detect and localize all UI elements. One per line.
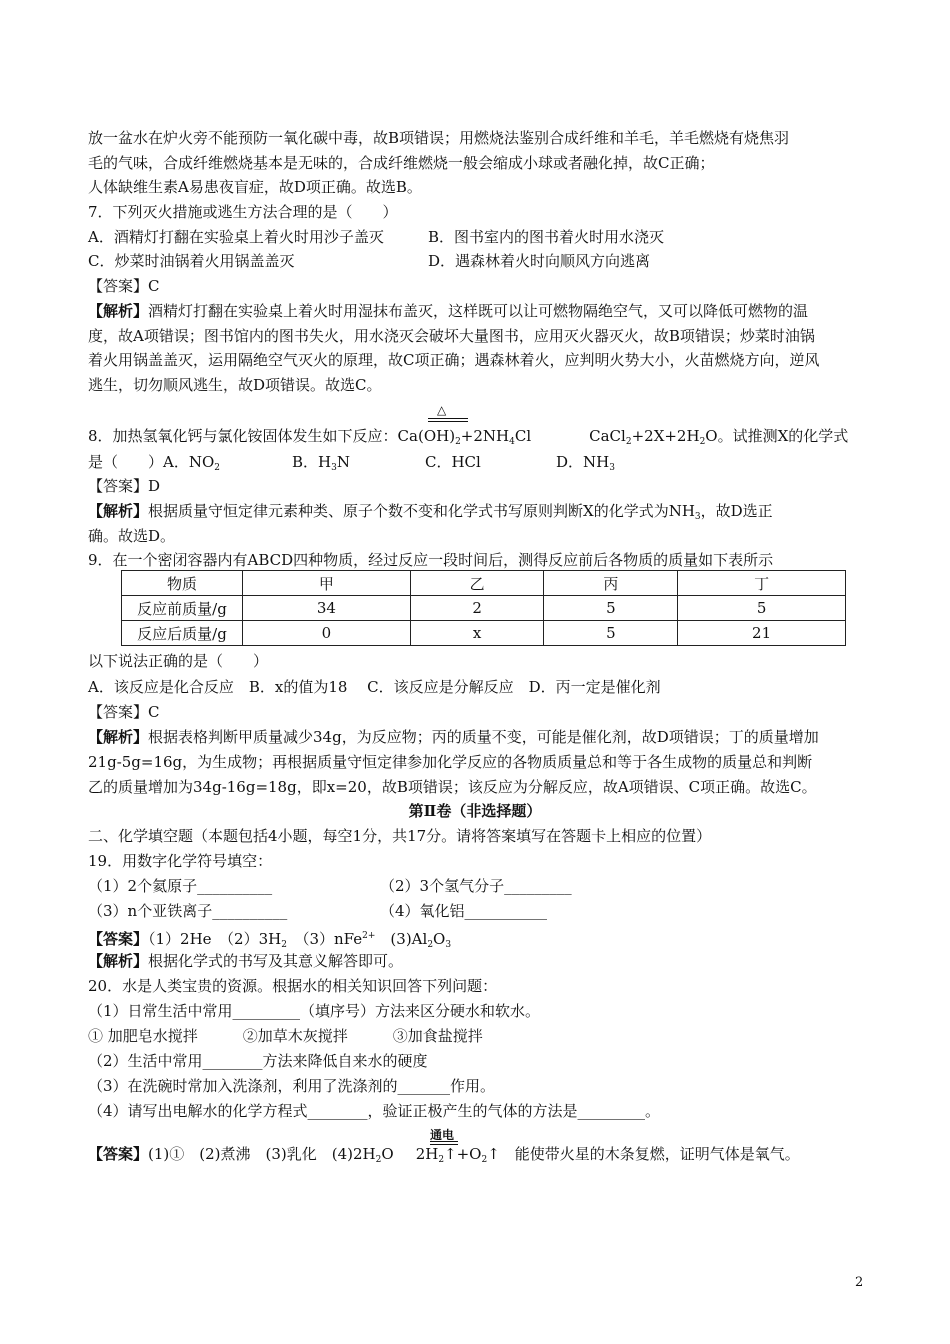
table-row xyxy=(122,596,846,621)
text-line: 逃生，切勿顺风逃生，故D项错误。故选C。 xyxy=(88,376,382,394)
question-8-options xyxy=(88,452,220,478)
question-8-option-b xyxy=(292,452,350,478)
subscript: 2 xyxy=(455,437,461,447)
question-7-option-c: C．炒菜时油锅着火用锅盖盖灭 xyxy=(88,252,295,270)
explanation-label: 【解析】 xyxy=(88,728,149,746)
question-8-option-c: C．HCl xyxy=(425,453,481,471)
option-text: N xyxy=(336,453,350,471)
section-intro: 二、化学填空题（本题包括4小题，每空1分，共17分。请将答案填写在答题卡上相应的位置） xyxy=(88,827,712,845)
stem-part: +2X+2H xyxy=(631,427,700,445)
question-19-blank-3: （3）n个亚铁离子__________ xyxy=(88,902,288,920)
question-7-stem: 7．下列灭火措施或逃生方法合理的是（ ） xyxy=(88,203,398,221)
text-line: 乙的质量增加为34g-16g=18g，即x=20，故B项错误；该反应为分解反应，故A项错误、C项正确。故选C。 xyxy=(88,778,817,796)
subscript: 2 xyxy=(625,437,632,447)
question-9-prompt: 以下说法正确的是（ ） xyxy=(88,652,269,670)
text-line: 人体缺维生素A易患夜盲症，故D项正确。故选B。 xyxy=(88,178,422,196)
option-a: 是（ ）A．NO xyxy=(88,453,215,471)
answer-value: C xyxy=(148,277,160,295)
subscript: 2 xyxy=(375,1155,382,1165)
question-7-option-a: A．酒精灯打翻在实验桌上着火时用沙子盖灭 xyxy=(88,228,384,246)
answer-text: ↑+O xyxy=(444,1145,482,1163)
explanation-label: 【解析】 xyxy=(88,502,149,520)
table-row xyxy=(122,621,846,646)
table-cell: 反应后质量/g xyxy=(122,621,243,646)
question-19-stem: 19．用数字化学符号填空： xyxy=(88,852,273,870)
answer-text: (1)① (2)煮沸 (3)乳化 (4)2H xyxy=(148,1145,376,1163)
table-header-cell: 甲 xyxy=(243,571,411,596)
text-line: 毛的气味，合成纤维燃烧基本是无味的，合成纤维燃烧一般会缩成小球或者融化掉，故C正确； xyxy=(88,154,715,172)
stem-part: +2NH xyxy=(460,427,510,445)
table-cell: 5 xyxy=(544,621,678,646)
text-line: 确。故选D。 xyxy=(88,527,176,545)
answer-text: O xyxy=(381,1145,394,1163)
question-20-answer xyxy=(88,1144,800,1170)
question-19-explanation xyxy=(88,951,403,971)
table-cell: 34 xyxy=(243,596,411,621)
subscript: 2 xyxy=(699,437,706,447)
question-8-stem xyxy=(88,426,848,452)
heat-symbol: △ xyxy=(437,403,447,417)
question-9-stem: 9．在一个密闭容器内有ABCD四种物质，经过反应一段时间后，测得反应前后各物质的质量如下表所示 xyxy=(88,551,774,569)
question-20-part-2: （2）生活中常用________方法来降低自来水的硬度 xyxy=(88,1052,428,1070)
answer-label: 【答案】 xyxy=(88,477,149,495)
answer-label: 【答案】 xyxy=(88,277,149,295)
answer-value: D xyxy=(148,477,161,495)
question-19-blank-4: （4）氧化铝___________ xyxy=(380,902,548,920)
table-cell: 反应前质量/g xyxy=(122,596,243,621)
answer-text: 2H xyxy=(415,1145,439,1163)
question-20-stem: 20．水是人类宝贵的资源。根据水的相关知识回答下列问题： xyxy=(88,977,498,995)
question-7-option-d: D．遇森林着火时向顺风方向逃离 xyxy=(428,252,651,270)
stem-part: 8．加热氢氧化钙与氯化铵固体发生如下反应：Ca(OH) xyxy=(88,427,456,445)
subscript: 3 xyxy=(694,512,701,522)
answer-text: ↑ 能使带火星的木条复燃，证明气体是氧气。 xyxy=(487,1145,800,1163)
explanation-label: 【解析】 xyxy=(88,952,149,970)
explanation-text: 根据化学式的书写及其意义解答即可。 xyxy=(148,952,404,970)
subscript: 2 xyxy=(427,940,434,950)
table-header-cell: 丙 xyxy=(544,571,678,596)
table-header-row xyxy=(122,571,846,596)
answer-text: (3)Al xyxy=(375,930,428,948)
subscript: 2 xyxy=(481,1155,488,1165)
subscript: 2 xyxy=(438,1155,445,1165)
table-header-cell: 乙 xyxy=(410,571,544,596)
answer-label: 【答案】 xyxy=(88,1145,149,1163)
subscript: 2 xyxy=(281,940,287,950)
text-line: 放一盆水在炉火旁不能预防一氧化碳中毒，故B项错误；用燃烧法鉴别合成纤维和羊毛，羊毛燃烧有烧焦羽 xyxy=(88,129,790,147)
subscript: 3 xyxy=(609,463,615,473)
answer-label: 【答案】 xyxy=(88,703,149,721)
superscript: 2+ xyxy=(362,931,376,941)
section-title: 第Ⅱ卷（非选择题） xyxy=(408,802,542,820)
question-20-options: ① 加肥皂水搅拌 ②加草木灰搅拌 ③加食盐搅拌 xyxy=(88,1027,483,1045)
subscript: 3 xyxy=(445,940,452,950)
table-cell: 5 xyxy=(544,596,678,621)
explanation-text: 根据表格判断甲质量减少34g，为反应物；丙的质量不变，可能是催化剂，故D项错误；丁的质量增加 xyxy=(148,728,819,746)
explanation-label: 【解析】 xyxy=(88,302,149,320)
text-line: 21g-5g=16g，为生成物；再根据质量守恒定律参加化学反应的各物质质量总和等于各生成物的质量总和判断 xyxy=(88,753,813,771)
answer-text: （1）2He （2）3H xyxy=(148,930,282,948)
option-text: D．NH xyxy=(556,453,610,471)
text-line: 度，故A项错误；图书馆内的图书失火，用水浇灭会破坏大量图书，应用灭火器灭火，故B项错误；炒菜时油锅 xyxy=(88,327,815,345)
question-19-blank-1: （1）2个氦原子__________ xyxy=(88,877,273,895)
table-cell: 21 xyxy=(678,621,846,646)
question-8-answer xyxy=(88,476,160,496)
electrolysis-condition: 通电 xyxy=(430,1128,455,1142)
stem-part: CaCl xyxy=(589,427,626,445)
answer-text: （3）nFe xyxy=(286,930,363,948)
table-cell: 5 xyxy=(678,596,846,621)
answer-label: 【答案】 xyxy=(88,930,149,948)
table-cell: 0 xyxy=(243,621,411,646)
question-9-answer xyxy=(88,702,160,722)
mass-table xyxy=(121,570,846,646)
question-7-explanation xyxy=(88,301,808,321)
explanation-text: 根据质量守恒定律元素种类、原子个数不变和化学式书写原则判断X的化学式为NH xyxy=(148,502,695,520)
page-number: 2 xyxy=(855,1275,864,1290)
table-header-cell: 丁 xyxy=(678,571,846,596)
stem-part: Cl xyxy=(514,427,532,445)
question-7-answer xyxy=(88,276,160,296)
explanation-text: ，故D选正 xyxy=(700,502,773,520)
table-header-cell: 物质 xyxy=(122,571,243,596)
equation-arrow xyxy=(428,418,468,422)
text-line: 着火用锅盖盖灭，运用隔绝空气灭火的原理，故C项正确；遇森林着火，应判明火势大小，火苗燃烧方向，逆风 xyxy=(88,351,820,369)
question-7-option-b: B．图书室内的图书着火时用水浇灭 xyxy=(428,228,665,246)
question-19-answer: 【答案】（1）2He $(2)3H_2$ （3）nFe$^{2+}$ $(3)Al_2O_3$ xyxy=(88,930,452,950)
subscript: 4 xyxy=(509,437,515,447)
explanation-text: 酒精灯打翻在实验桌上着火时用湿抹布盖灭，这样既可以让可燃物隔绝空气，又可以降低可燃物的温 xyxy=(148,302,809,320)
question-9-explanation xyxy=(88,727,819,747)
subscript: 2 xyxy=(214,463,220,473)
question-19-blank-2: （2）3个氢气分子_________ xyxy=(380,877,572,895)
subscript: 3 xyxy=(331,463,337,473)
question-20-part-3: （3）在洗碗时常加入洗涤剂，利用了洗涤剂的_______作用。 xyxy=(88,1077,496,1095)
question-20-part-4: （4）请写出电解水的化学方程式________，验证正极产生的气体的方法是_________。 xyxy=(88,1102,661,1120)
stem-part: O。试推测X的化学式 xyxy=(705,427,849,445)
option-text: B．H xyxy=(292,453,332,471)
question-20-part-1: （1）日常生活中常用_________（填序号）方法来区分硬水和软水。 xyxy=(88,1002,541,1020)
question-9-options: A．该反应是化合反应 B．x的值为18 C．该反应是分解反应 D．丙一定是催化剂 xyxy=(88,678,661,696)
answer-value: C xyxy=(148,703,160,721)
question-8-explanation xyxy=(88,501,773,527)
question-8-option-d xyxy=(556,452,615,478)
table-cell: 2 xyxy=(410,596,544,621)
table-cell: x xyxy=(410,621,544,646)
